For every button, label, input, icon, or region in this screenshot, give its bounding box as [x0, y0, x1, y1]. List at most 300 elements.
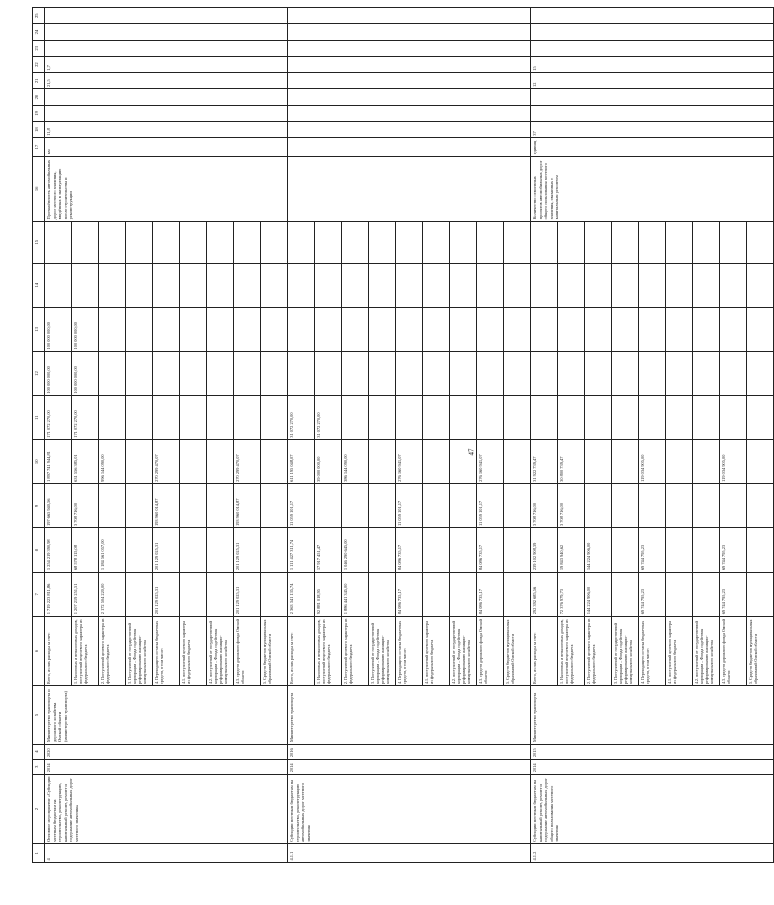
amount-cell	[747, 572, 774, 616]
amount-cell	[342, 396, 369, 440]
header-cell: 25	[33, 8, 45, 24]
amount-cell: 69 744 795,23	[639, 572, 666, 616]
funding-source: Всего, из них расходы за счет:	[45, 616, 72, 686]
amount-cell: 201 129 025,31	[153, 572, 180, 616]
amount-cell	[180, 396, 207, 440]
funding-source: 4.3. средств дорожного фонда Омской области	[720, 616, 747, 686]
amount-cell	[504, 396, 531, 440]
amount-cell	[423, 351, 450, 395]
amount-cell: 3 708 716,00	[558, 484, 585, 528]
funding-source: 5. Средств бюджетов муниципальных образований Омской области	[504, 616, 531, 686]
empty-cell	[234, 221, 261, 263]
amount-cell	[180, 528, 207, 572]
amount-cell	[261, 528, 288, 572]
table-row	[45, 8, 72, 863]
amount-cell: 11 059 101,17	[288, 484, 315, 528]
funding-source: 2. Поступлений целевого характера из федерального бюджета	[342, 616, 369, 686]
empty-cell	[72, 263, 99, 307]
amount-cell	[585, 484, 612, 528]
funding-source: 4. Переходящего остатка бюджетных средств, в том числе:	[639, 616, 666, 686]
funding-source: 1. Налоговых и неналоговых доходов, поступлений нецелевого характера из федерального бюджета	[558, 616, 585, 686]
amount-cell: 171 072 270,00	[45, 396, 72, 440]
amount-cell	[450, 572, 477, 616]
empty-cell	[612, 263, 639, 307]
amount-cell	[450, 440, 477, 484]
amount-cell	[693, 396, 720, 440]
amount-cell: 119 034 905,00	[639, 440, 666, 484]
header-cell: 9	[33, 484, 45, 528]
amount-cell	[612, 396, 639, 440]
amount-cell	[234, 307, 261, 351]
amount-cell	[423, 572, 450, 616]
amount-cell	[315, 351, 342, 395]
indicator-value	[45, 89, 288, 105]
amount-cell	[477, 396, 504, 440]
amount-cell: 611 195 048,07	[288, 440, 315, 484]
amount-cell	[504, 528, 531, 572]
funding-source: 4.1. поступлений целевого характера из федерального бюджета	[180, 616, 207, 686]
empty-cell	[639, 221, 666, 263]
rotated-table-sheet	[32, 7, 758, 863]
amount-cell	[207, 440, 234, 484]
amount-cell	[261, 307, 288, 351]
funding-source: 4.3. средств дорожного фонда Омской области	[477, 616, 504, 686]
amount-cell	[639, 396, 666, 440]
amount-cell	[342, 351, 369, 395]
amount-cell: 996 144 090,00	[99, 440, 126, 484]
amount-cell: 31 072 270,00	[315, 396, 342, 440]
amount-cell: 1 886 441 345,00	[342, 572, 369, 616]
amount-cell	[558, 351, 585, 395]
empty-cell	[45, 40, 288, 56]
funding-source: 5. Средств бюджетов муниципальных образований Омской области	[261, 616, 288, 686]
amount-cell	[126, 528, 153, 572]
header-cell: 24	[33, 24, 45, 40]
amount-cell: 72 376 979,73	[558, 572, 585, 616]
amount-cell	[666, 484, 693, 528]
empty-cell	[531, 24, 774, 40]
measure-title: Основное мероприятие «Субсидии местным бюджетам на строительство, реконструкцию, капитальный ремонт, ремонт и содержание автомобильных дорог местного значения»	[45, 774, 288, 844]
funding-source: Всего, из них расходы за счет:	[288, 616, 315, 686]
amount-cell: 1 207 219 251,51	[72, 572, 99, 616]
header-cell: 5	[33, 686, 45, 744]
header-cell: 7	[33, 572, 45, 616]
empty-cell	[531, 221, 558, 263]
amount-cell: 84 086 735,17	[477, 528, 504, 572]
empty-cell	[693, 221, 720, 263]
indicator-name: Протяжённость автомобильных дорог местного значения, введённых в эксплуатацию после строительства и реконструкции	[45, 156, 288, 221]
empty-cell	[153, 263, 180, 307]
amount-cell	[99, 396, 126, 440]
amount-cell	[126, 351, 153, 395]
amount-cell	[747, 396, 774, 440]
amount-cell	[423, 440, 450, 484]
funding-source: 4.1. поступлений целевого характера из федерального бюджета	[666, 616, 693, 686]
amount-cell	[477, 307, 504, 351]
year-start: 2014	[531, 759, 774, 774]
amount-cell: 270 299 470,07	[234, 440, 261, 484]
indicator-unit: единиц	[531, 138, 774, 157]
funding-source: 4.3. средств дорожного фонда Омской области	[234, 616, 261, 686]
amount-cell: 100 000 000,00	[45, 307, 72, 351]
header-cell: 20	[33, 89, 45, 105]
row-number: 4.1.1	[288, 844, 531, 863]
amount-cell	[585, 351, 612, 395]
empty-cell	[180, 221, 207, 263]
empty-cell	[369, 263, 396, 307]
empty-cell	[450, 221, 477, 263]
amount-cell	[747, 528, 774, 572]
funding-source: Всего, из них расходы за счет:	[531, 616, 558, 686]
empty-cell	[315, 263, 342, 307]
executor: Министерство транспорта	[531, 686, 774, 744]
funding-source: 2. Поступлений целевого характера из федерального бюджета	[99, 616, 126, 686]
amount-cell: 2 172 504 220,00	[99, 572, 126, 616]
amount-cell	[639, 351, 666, 395]
executor: Министерство транспорта	[288, 686, 531, 744]
empty-cell	[126, 263, 153, 307]
amount-cell	[666, 572, 693, 616]
amount-cell	[585, 396, 612, 440]
amount-cell	[477, 351, 504, 395]
empty-cell	[45, 263, 72, 307]
amount-cell	[234, 396, 261, 440]
amount-cell	[423, 396, 450, 440]
amount-cell: 19 843 940,62	[558, 528, 585, 572]
indicator-value: 15	[531, 56, 774, 72]
amount-cell	[747, 351, 774, 395]
amount-cell	[369, 440, 396, 484]
amount-cell	[342, 307, 369, 351]
amount-cell	[666, 396, 693, 440]
amount-cell	[720, 307, 747, 351]
amount-cell: 193 960 014,87	[153, 484, 180, 528]
amount-cell	[720, 351, 747, 395]
empty-cell	[396, 263, 423, 307]
amount-cell	[693, 440, 720, 484]
amount-cell: 201 129 025,31	[234, 572, 261, 616]
amount-cell: 3 708 716,00	[72, 484, 99, 528]
header-cell: 13	[33, 307, 45, 351]
executor: Министерство транспорта и дорожного хозяйства Омской области (министерство транспорта)	[45, 686, 288, 744]
amount-cell: 276 160 941,07	[477, 440, 504, 484]
indicator-value	[288, 89, 531, 105]
amount-cell	[261, 396, 288, 440]
amount-cell	[261, 351, 288, 395]
funding-source: 1. Налоговых и неналоговых доходов, поступлений нецелевого характера из федерального бюджета	[315, 616, 342, 686]
empty-cell	[288, 221, 315, 263]
amount-cell	[666, 528, 693, 572]
amount-cell	[180, 484, 207, 528]
amount-cell	[558, 396, 585, 440]
amount-cell	[369, 528, 396, 572]
empty-cell	[342, 221, 369, 263]
amount-cell	[639, 484, 666, 528]
amount-cell	[558, 307, 585, 351]
amount-cell	[504, 572, 531, 616]
amount-cell	[153, 307, 180, 351]
empty-cell	[207, 263, 234, 307]
header-cell: 19	[33, 105, 45, 121]
empty-cell	[45, 24, 288, 40]
row-number: 4	[45, 844, 288, 863]
header-row	[33, 8, 45, 863]
header-cell: 8	[33, 528, 45, 572]
funding-source: 5. Средств бюджетов муниципальных образований Омской области	[747, 616, 774, 686]
amount-cell	[666, 351, 693, 395]
amount-cell	[288, 351, 315, 395]
amount-cell	[450, 528, 477, 572]
amount-cell: 1 111 427 311,74	[288, 528, 315, 572]
amount-cell: 92 881 018,95	[315, 572, 342, 616]
amount-cell	[504, 440, 531, 484]
empty-cell	[450, 263, 477, 307]
amount-cell	[504, 307, 531, 351]
empty-cell	[180, 263, 207, 307]
year-end: 2020	[45, 744, 288, 759]
empty-cell	[99, 263, 126, 307]
year-end: 2015	[531, 744, 774, 759]
amount-cell	[207, 528, 234, 572]
amount-cell: 1 254 219 390,98	[45, 528, 72, 572]
program-table	[32, 7, 774, 863]
amount-cell	[207, 484, 234, 528]
amount-cell	[126, 440, 153, 484]
amount-cell	[396, 396, 423, 440]
amount-cell	[396, 307, 423, 351]
amount-cell: 69 744 795,23	[639, 528, 666, 572]
funding-source: 3. Поступлений от государственной корпорации – Фонда содействия реформированию жилищно-коммунального хозяйства	[369, 616, 396, 686]
amount-cell	[180, 351, 207, 395]
amount-cell: 119 034 905,00	[720, 440, 747, 484]
amount-cell: 31 072 270,00	[288, 396, 315, 440]
amount-cell	[99, 484, 126, 528]
empty-cell	[261, 263, 288, 307]
funding-source: 4.2. поступлений от государственной корпорации – Фонда содействия реформированию жилищно-коммунального хозяйства	[693, 616, 720, 686]
amount-cell	[720, 484, 747, 528]
amount-cell	[423, 528, 450, 572]
header-cell: 15	[33, 221, 45, 263]
amount-cell: 144 224 906,00	[585, 572, 612, 616]
amount-cell	[693, 572, 720, 616]
amount-cell	[342, 484, 369, 528]
amount-cell: 1 897 741 944,81	[45, 440, 72, 484]
header-cell: 23	[33, 40, 45, 56]
amount-cell	[531, 307, 558, 351]
amount-cell: 201 129 025,31	[234, 528, 261, 572]
amount-cell	[612, 440, 639, 484]
amount-cell: 69 744 795,23	[720, 528, 747, 572]
amount-cell: 1 719 223 811,86	[45, 572, 72, 616]
amount-cell	[450, 307, 477, 351]
amount-cell	[450, 484, 477, 528]
empty-cell	[720, 263, 747, 307]
amount-cell: 17 917 451,47	[315, 528, 342, 572]
header-cell: 2	[33, 774, 45, 844]
amount-cell	[369, 307, 396, 351]
indicator-name	[288, 156, 531, 221]
empty-cell	[531, 8, 774, 24]
amount-cell	[396, 351, 423, 395]
indicator-value	[531, 105, 774, 121]
amount-cell	[369, 484, 396, 528]
amount-cell: 11 059 101,17	[396, 484, 423, 528]
amount-cell	[666, 307, 693, 351]
amount-cell	[612, 528, 639, 572]
amount-cell: 292 392 685,56	[531, 572, 558, 616]
funding-source: 2. Поступлений целевого характера из федерального бюджета	[585, 616, 612, 686]
amount-cell	[666, 440, 693, 484]
indicator-value: 21,5	[45, 73, 288, 89]
amount-cell: 39 000 000,00	[315, 440, 342, 484]
funding-source: 3. Поступлений от государственной корпорации – Фонда содействия реформированию жилищно-коммунального хозяйства	[612, 616, 639, 686]
empty-cell	[234, 263, 261, 307]
amount-cell: 31 922 739,47	[531, 440, 558, 484]
empty-cell	[747, 221, 774, 263]
amount-cell: 631 556 385,01	[72, 440, 99, 484]
indicator-value	[288, 56, 531, 72]
amount-cell	[315, 307, 342, 351]
amount-cell	[126, 572, 153, 616]
amount-cell	[720, 396, 747, 440]
funding-source: 4. Переходящего остатка бюджетных средств, в том числе:	[396, 616, 423, 686]
amount-cell	[207, 307, 234, 351]
amount-cell	[693, 528, 720, 572]
empty-cell	[45, 221, 72, 263]
empty-cell	[639, 263, 666, 307]
empty-cell	[153, 221, 180, 263]
header-cell: 4	[33, 744, 45, 759]
header-cell: 12	[33, 351, 45, 395]
empty-cell	[477, 263, 504, 307]
empty-cell	[72, 221, 99, 263]
amount-cell	[531, 396, 558, 440]
empty-cell	[504, 263, 531, 307]
empty-cell	[288, 263, 315, 307]
empty-cell	[126, 221, 153, 263]
amount-cell	[99, 351, 126, 395]
indicator-total: 11,8	[45, 121, 288, 137]
funding-source: 4. Переходящего остатка бюджетных средств, в том числе:	[153, 616, 180, 686]
header-cell: 14	[33, 263, 45, 307]
amount-cell: 100 000 000,00	[45, 351, 72, 395]
empty-cell	[288, 40, 531, 56]
indicator-value: 12	[531, 73, 774, 89]
amount-cell	[423, 484, 450, 528]
empty-cell	[558, 263, 585, 307]
header-cell: 6	[33, 616, 45, 686]
amount-cell: 197 665 940,56	[45, 484, 72, 528]
header-cell: 3	[33, 759, 45, 774]
amount-cell: 68 578 115,08	[72, 528, 99, 572]
empty-cell	[261, 221, 288, 263]
amount-cell	[747, 307, 774, 351]
amount-cell: 100 000 000,00	[72, 351, 99, 395]
amount-cell	[585, 440, 612, 484]
amount-cell: 11 059 101,17	[477, 484, 504, 528]
amount-cell: 193 960 014,87	[234, 484, 261, 528]
indicator-value	[288, 73, 531, 89]
indicator-value	[531, 89, 774, 105]
empty-cell	[720, 221, 747, 263]
amount-cell: 3 708 716,00	[531, 484, 558, 528]
header-cell: 11	[33, 396, 45, 440]
header-cell: 10	[33, 440, 45, 484]
amount-cell	[126, 484, 153, 528]
empty-cell	[45, 8, 288, 24]
amount-cell: 1 046 290 645,00	[342, 528, 369, 572]
amount-cell	[693, 484, 720, 528]
empty-cell	[558, 221, 585, 263]
amount-cell	[207, 351, 234, 395]
amount-cell	[180, 572, 207, 616]
amount-cell	[531, 351, 558, 395]
amount-cell	[207, 572, 234, 616]
amount-cell	[423, 307, 450, 351]
year-start: 2014	[45, 759, 288, 774]
amount-cell: 270 299 470,07	[153, 440, 180, 484]
header-cell: 17	[33, 138, 45, 157]
amount-cell: 1 184 561 057,00	[99, 528, 126, 572]
measure-title: Субсидии местным бюджетам на строительство, реконструкцию автомобильных дорог местного значения	[288, 774, 531, 844]
year-start: 2014	[288, 759, 531, 774]
empty-cell	[612, 221, 639, 263]
amount-cell	[693, 307, 720, 351]
funding-source: 1. Налоговых и неналоговых доходов, поступлений нецелевого характера из федерального бюджета	[72, 616, 99, 686]
amount-cell: 100 000 000,00	[72, 307, 99, 351]
empty-cell	[288, 24, 531, 40]
amount-cell	[126, 307, 153, 351]
amount-cell: 386 144 090,00	[342, 440, 369, 484]
amount-cell	[369, 396, 396, 440]
amount-cell: 239 102 908,39	[531, 528, 558, 572]
empty-cell	[666, 263, 693, 307]
header-cell: 21	[33, 73, 45, 89]
amount-cell: 84 086 735,17	[396, 572, 423, 616]
amount-cell	[612, 351, 639, 395]
empty-cell	[288, 8, 531, 24]
amount-cell	[207, 396, 234, 440]
amount-cell	[369, 572, 396, 616]
indicator-value	[45, 105, 288, 121]
year-end: 2016	[288, 744, 531, 759]
header-cell: 22	[33, 56, 45, 72]
indicator-total	[288, 121, 531, 137]
amount-cell	[261, 484, 288, 528]
amount-cell: 84 086 735,17	[396, 528, 423, 572]
amount-cell	[288, 307, 315, 351]
funding-source: 4.2. поступлений от государственной корпорации – Фонда содействия реформированию жилищно-коммунального хозяйства	[450, 616, 477, 686]
header-cell: 16	[33, 156, 45, 221]
amount-cell	[747, 484, 774, 528]
amount-cell	[747, 440, 774, 484]
amount-cell	[369, 351, 396, 395]
amount-cell	[234, 351, 261, 395]
empty-cell	[315, 221, 342, 263]
page-number: 47	[467, 448, 476, 456]
amount-cell: 171 072 270,00	[72, 396, 99, 440]
indicator-value: 1,7	[45, 56, 288, 72]
amount-cell	[504, 484, 531, 528]
empty-cell	[423, 221, 450, 263]
empty-cell	[99, 221, 126, 263]
indicator-value	[288, 105, 531, 121]
empty-cell	[666, 221, 693, 263]
empty-cell	[585, 221, 612, 263]
amount-cell	[612, 484, 639, 528]
amount-cell: 144 224 906,00	[585, 528, 612, 572]
empty-cell	[396, 221, 423, 263]
